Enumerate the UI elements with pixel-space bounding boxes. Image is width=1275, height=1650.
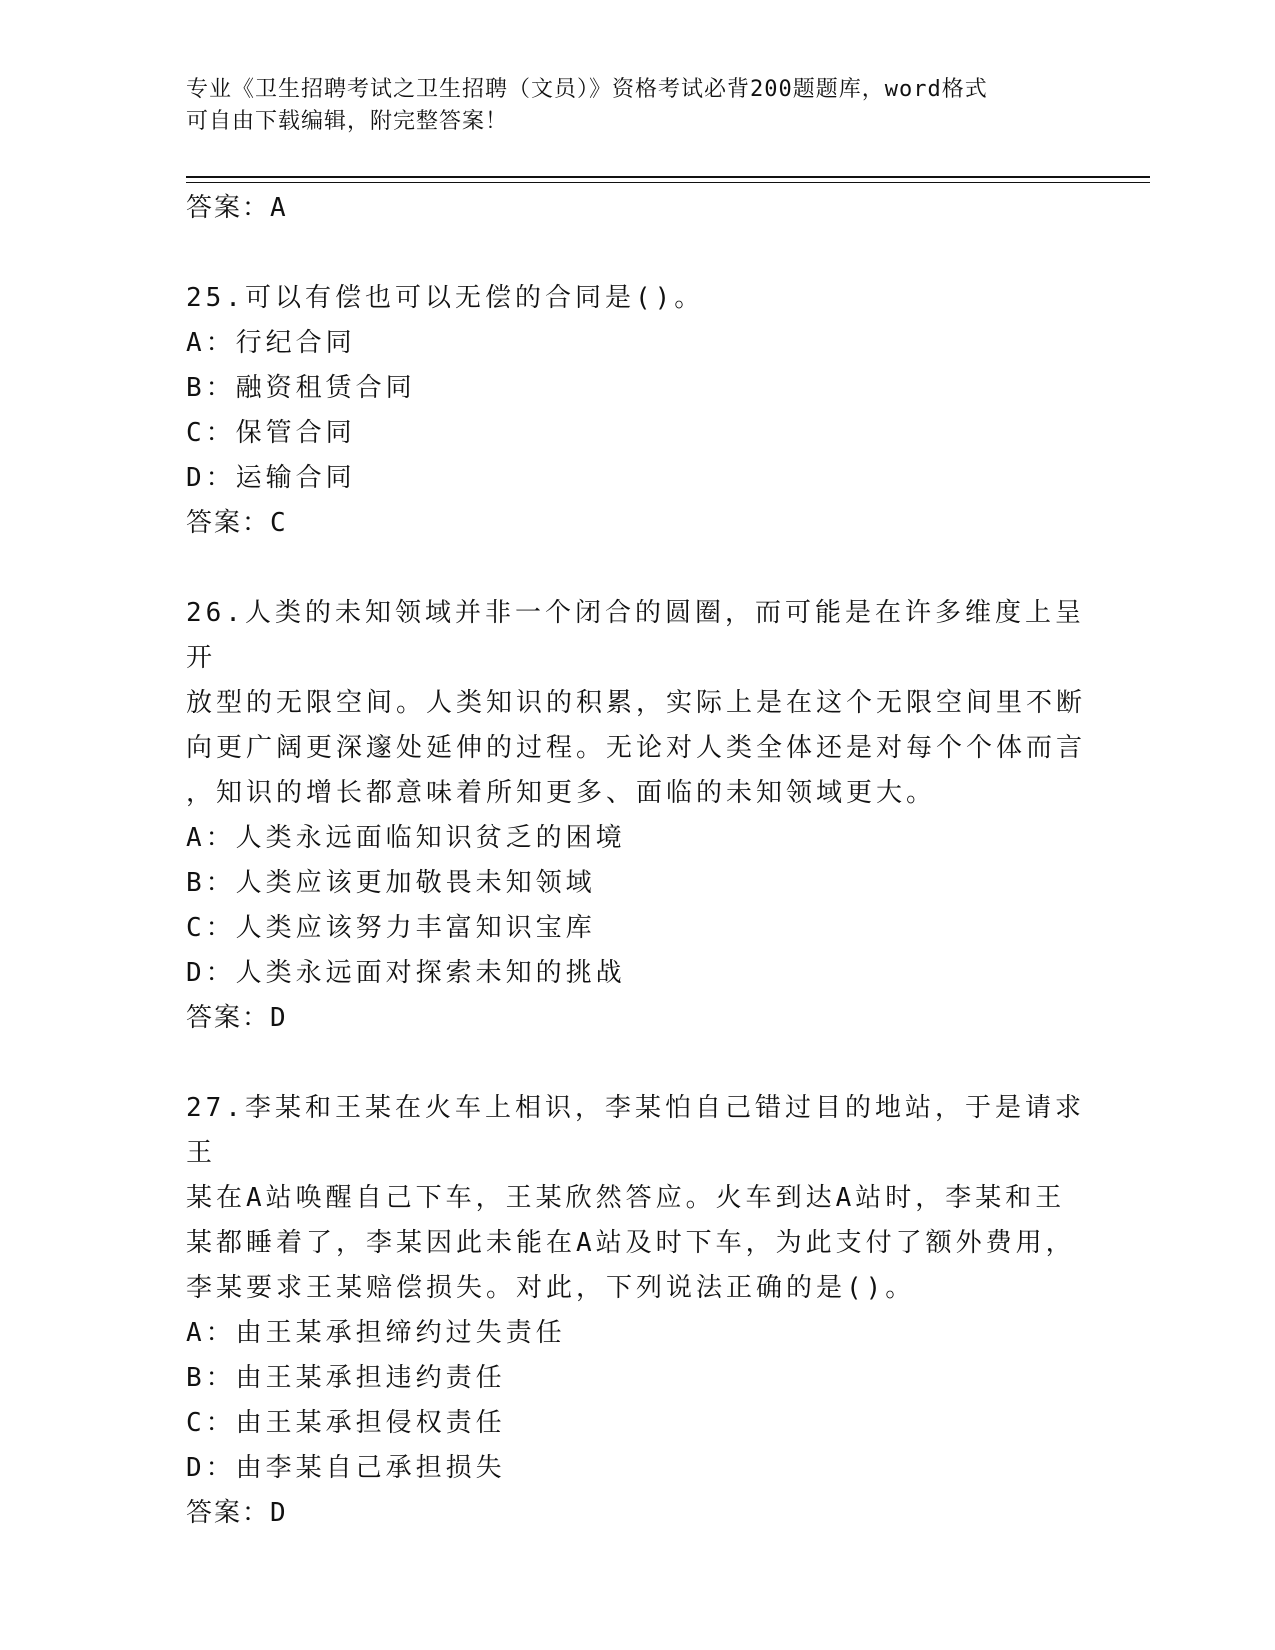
option-a: A：行纪合同 (186, 328, 356, 358)
question-text: 某在A站唤醒自己下车，王某欣然答应。火车到达A站时，李某和王 (186, 1183, 1066, 1213)
option-a: A：人类永远面临知识贫乏的困境 (186, 823, 626, 853)
question-27 (186, 1086, 1086, 1536)
question-text: 放型的无限空间。人类知识的积累，实际上是在这个无限空间里不断 (186, 688, 1087, 718)
option-c: C：保管合同 (186, 418, 356, 448)
question-text: 25.可以有偿也可以无偿的合同是()。 (186, 283, 705, 313)
option-d: D：由李某自己承担损失 (186, 1453, 506, 1483)
question-list (186, 186, 1086, 1536)
option-a: A：由王某承担缔约过失责任 (186, 1318, 566, 1348)
answer: 答案：D (186, 1003, 288, 1033)
question-26 (186, 591, 1086, 1041)
header-rule-thick (186, 176, 1150, 178)
option-d: D：运输合同 (186, 463, 356, 493)
question-text: ，知识的增长都意味着所知更多、面临的未知领域更大。 (186, 778, 937, 808)
page-header (186, 74, 1076, 138)
header-line-2: 可自由下载编辑，附完整答案！ (186, 109, 509, 134)
question-text: 李某要求王某赔偿损失。对此，下列说法正确的是()。 (186, 1273, 916, 1303)
option-b: B：融资租赁合同 (186, 373, 416, 403)
header-line-1: 专业《卫生招聘考试之卫生招聘（文员）》资格考试必背200题题库，word格式 (186, 77, 988, 102)
previous-answer: 答案：A (186, 193, 288, 223)
question-text: 26.人类的未知领域并非一个闭合的圆圈，而可能是在许多维度上呈开 (186, 598, 1085, 673)
option-d: D：人类永远面对探索未知的挑战 (186, 958, 626, 988)
question-text: 某都睡着了，李某因此未能在A站及时下车，为此支付了额外费用， (186, 1228, 1076, 1258)
answer: 答案：D (186, 1498, 288, 1528)
question-text: 向更广阔更深邃处延伸的过程。无论对人类全体还是对每个个体而言 (186, 733, 1087, 763)
question-25 (186, 276, 1086, 546)
option-c: C：由王某承担侵权责任 (186, 1408, 506, 1438)
answer: 答案：C (186, 508, 288, 538)
option-b: B：由王某承担违约责任 (186, 1363, 506, 1393)
option-b: B：人类应该更加敬畏未知领域 (186, 868, 596, 898)
header-rule-thin (186, 182, 1150, 183)
option-c: C：人类应该努力丰富知识宝库 (186, 913, 596, 943)
question-text: 27.李某和王某在火车上相识，李某怕自己错过目的地站，于是请求王 (186, 1093, 1085, 1168)
